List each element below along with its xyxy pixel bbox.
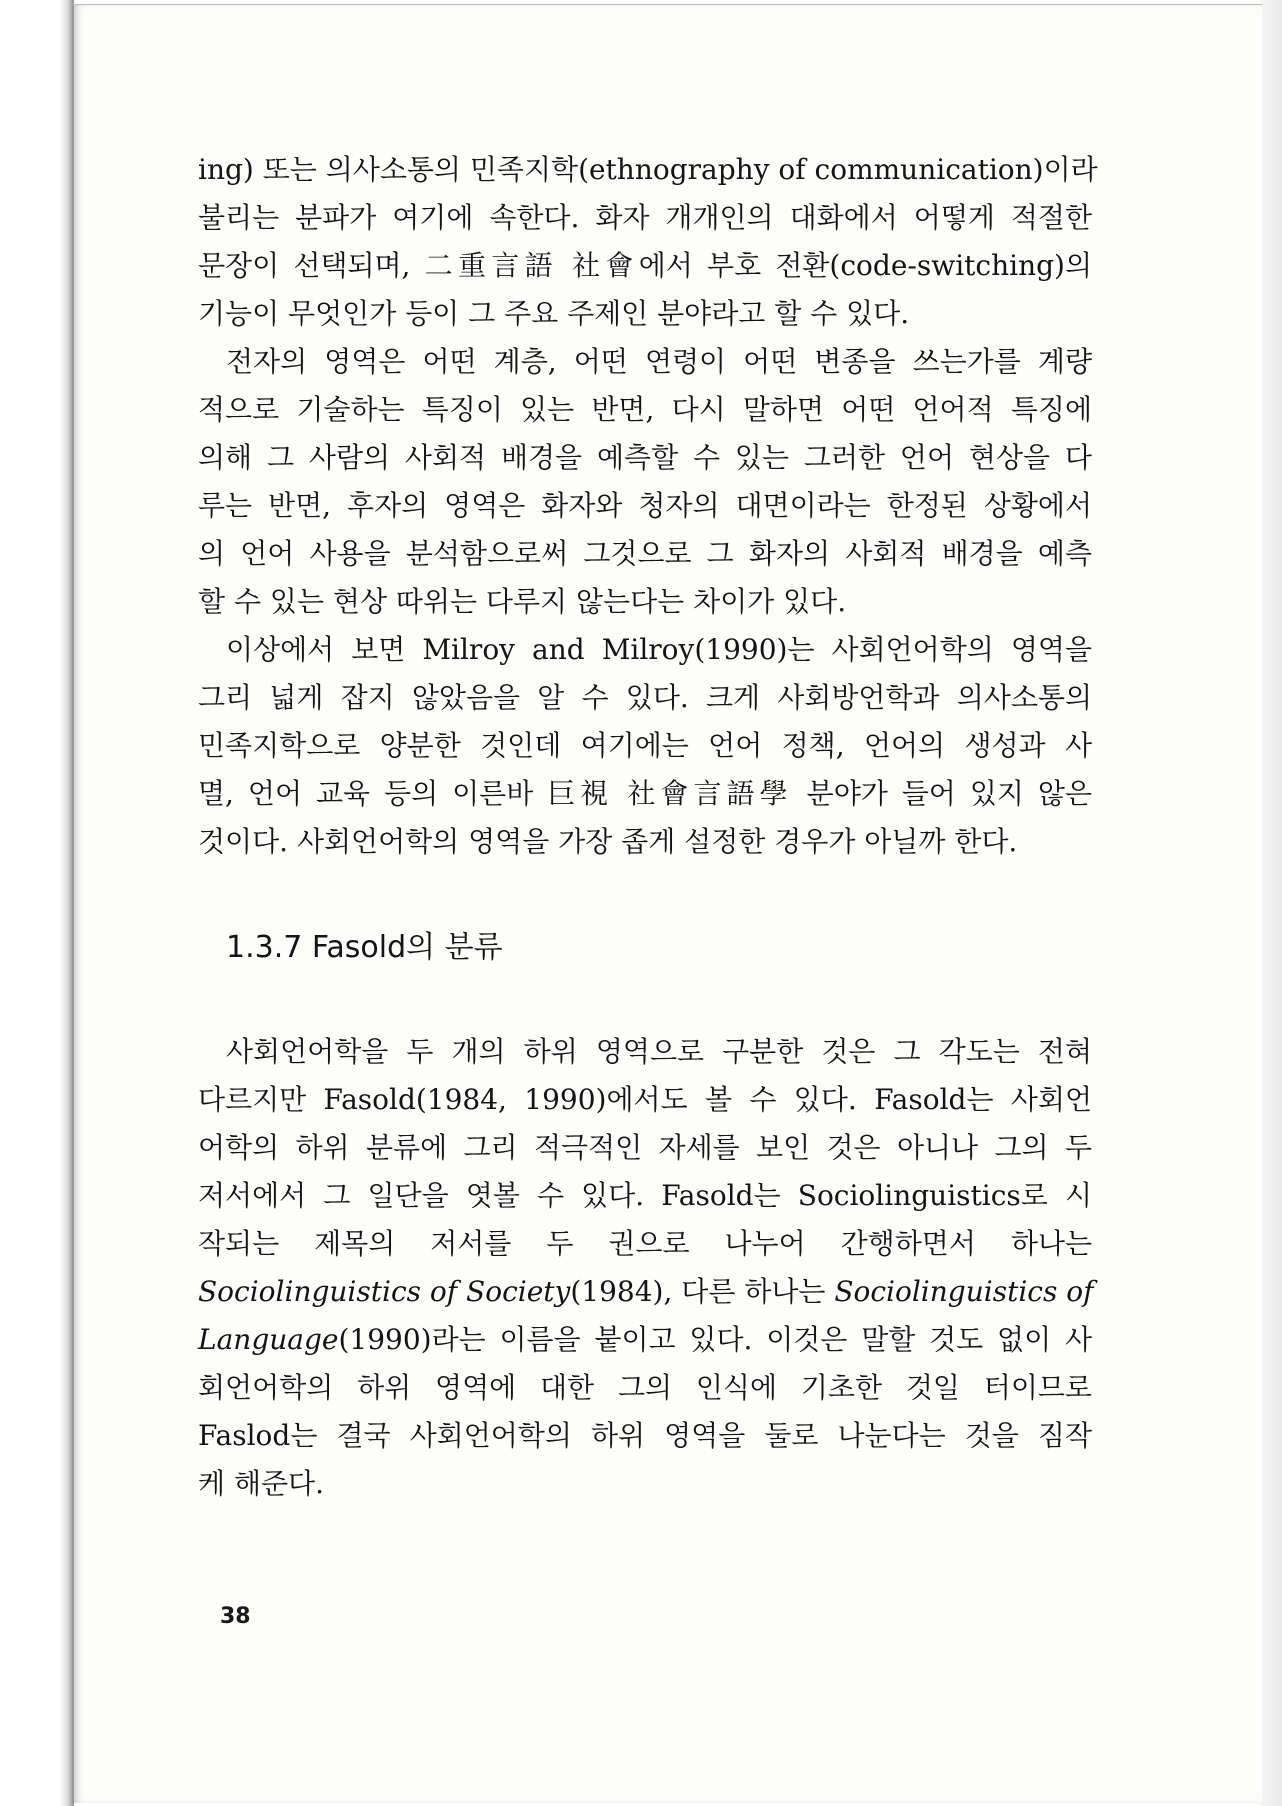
paragraph-1 — [198, 146, 1098, 338]
book-title-italic: Sociolinguistics of Society — [198, 1275, 571, 1308]
text-line: ing) 또는 의사소통의 민족지학(ethnography of communication)이라 — [198, 153, 1098, 186]
text-line: 케 해준다. — [198, 1467, 324, 1500]
text-line: 작되는 제목의 저서를 두 권으로 나누어 간행하면서 하나는 — [198, 1227, 1092, 1260]
page-number: 38 — [220, 1604, 251, 1629]
text-line: 의해 그 사람의 사회적 배경을 예측할 수 있는 그러한 언어 현상을 다 — [198, 441, 1092, 474]
paragraph-2 — [198, 338, 1092, 626]
text-line: 불리는 분파가 여기에 속한다. 화자 개개인의 대화에서 어떻게 적절한 — [198, 201, 1092, 234]
text-line: 회언어학의 하위 영역에 대한 그의 인식에 기초한 것일 터이므로 — [198, 1371, 1092, 1404]
text-line: 기능이 무엇인가 등이 그 주요 주제인 분야라고 할 수 있다. — [198, 297, 910, 330]
scan-right-margin — [1260, 0, 1282, 1806]
text-line: 다르지만 Fasold(1984, 1990)에서도 볼 수 있다. Fasold는 사회언 — [198, 1083, 1092, 1116]
text-line: 할 수 있는 현상 따위는 다루지 않는다는 차이가 있다. — [198, 585, 847, 618]
text-line: 멸, 언어 교육 등의 이른바 巨視 社會言語學 분야가 들어 있지 않은 — [198, 777, 1092, 810]
book-title-italic: Sociolinguistics of — [834, 1275, 1094, 1308]
text-line: 민족지학으로 양분한 것인데 여기에는 언어 정책, 언어의 생성과 사 — [198, 729, 1092, 762]
section-heading: 1.3.7 Fasold의 분류 — [226, 930, 503, 965]
text-line: 사회언어학을 두 개의 하위 영역으로 구분한 것은 그 각도는 전혀 — [226, 1035, 1092, 1068]
text-line: 루는 반면, 후자의 영역은 화자와 청자의 대면이라는 한정된 상황에서 — [198, 489, 1092, 522]
text-run: (1990)라는 이름을 붙이고 있다. 이것은 말할 것도 없이 사 — [338, 1323, 1092, 1356]
text-line: 그리 넓게 잡지 않았음을 알 수 있다. 크게 사회방언학과 의사소통의 — [198, 681, 1092, 714]
text-line: 적으로 기술하는 특징이 있는 반면, 다시 말하면 어떤 언어적 특징에 — [198, 393, 1092, 426]
text-line: 의 언어 사용을 분석함으로써 그것으로 그 화자의 사회적 배경을 예측 — [198, 537, 1092, 570]
text-line — [198, 1316, 1092, 1364]
text-line: 문장이 선택되며, 二重言語 社會에서 부호 전환(code-switching)의 — [198, 249, 1092, 282]
text-line: Faslod는 결국 사회언어학의 하위 영역을 둘로 나눈다는 것을 짐작 — [198, 1419, 1092, 1452]
paragraph-3 — [198, 626, 1092, 866]
text-line: 저서에서 그 일단을 엿볼 수 있다. Fasold는 Sociolinguistics로 시 — [198, 1179, 1092, 1212]
text-line: 이상에서 보면 Milroy and Milroy(1990)는 사회언어학의 영역을 — [226, 633, 1092, 666]
text-run: (1984), 다른 하나는 — [570, 1275, 835, 1308]
text-line: 것이다. 사회언어학의 영역을 가장 좁게 설정한 경우가 아닐까 한다. — [198, 825, 1018, 858]
text-line: 어학의 하위 분류에 그리 적극적인 자세를 보인 것은 아니나 그의 두 — [198, 1131, 1092, 1164]
page-body — [198, 146, 1098, 1508]
text-line — [198, 1268, 1092, 1316]
book-title-italic: Language — [198, 1323, 339, 1356]
paragraph-4 — [198, 1028, 1092, 1508]
text-line: 전자의 영역은 어떤 계층, 어떤 연령이 어떤 변종을 쓰는가를 계량 — [226, 345, 1092, 378]
